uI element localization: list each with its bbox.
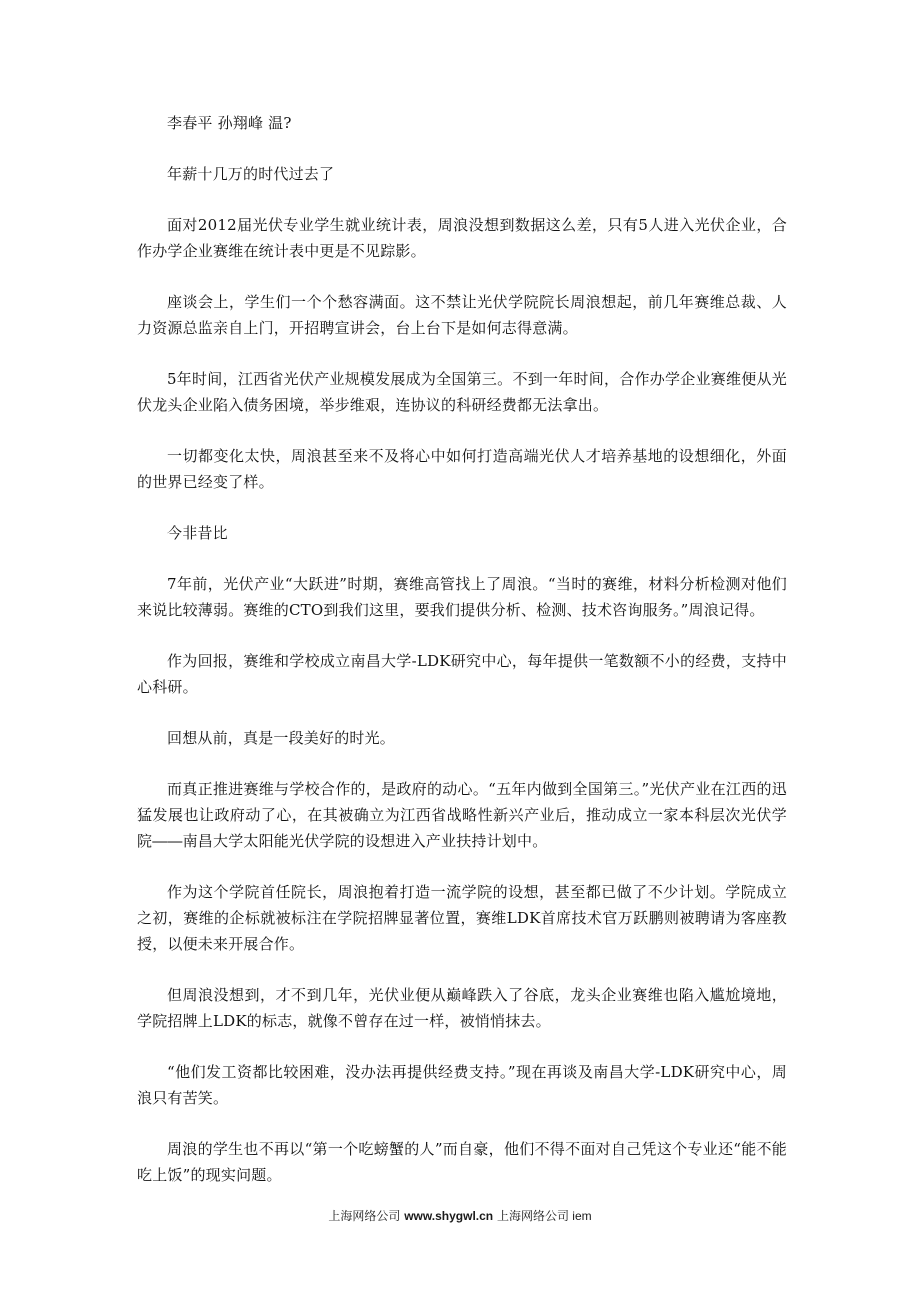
paragraph: 5年时间，江西省光伏产业规模发展成为全国第三。不到一年时间，合作办学企业赛维便从光伏龙头企业陷入债务困境，举步维艰，连协议的科研经费都无法拿出。 bbox=[137, 370, 787, 414]
paragraph: 周浪的学生也不再以“第一个吃螃蟹的人”而自豪，他们不得不面对自己凭这个专业还“能不能吃上饭”的现实问题。 bbox=[137, 1140, 787, 1184]
footer-url-link[interactable]: www.shygwl.cn bbox=[404, 1209, 494, 1223]
section-heading: 年薪十几万的时代过去了 bbox=[167, 165, 335, 183]
article-body bbox=[137, 110, 787, 1213]
paragraph: 作为回报，赛维和学校成立南昌大学-LDK研究中心，每年提供一笔数额不小的经费，支持中心科研。 bbox=[137, 652, 787, 696]
paragraph: 但周浪没想到，才不到几年，光伏业便从巅峰跌入了谷底，龙头企业赛维也陷入尴尬境地，学院招牌上LDK的标志，就像不曾存在过一样，被悄悄抹去。 bbox=[137, 986, 787, 1030]
paragraph: 面对2012届光伏专业学生就业统计表，周浪没想到数据这么差，只有5人进入光伏企业，合作办学企业赛维在统计表中更是不见踪影。 bbox=[137, 216, 787, 260]
paragraph: 回想从前，真是一段美好的时光。 bbox=[167, 729, 396, 747]
footer-suffix: 上海网络公司 iem bbox=[496, 1209, 592, 1223]
paragraph: “他们发工资都比较困难，没办法再提供经费支持。”现在再谈及南昌大学-LDK研究中心，周浪只有苦笑。 bbox=[137, 1063, 787, 1107]
section-heading: 今非昔比 bbox=[167, 524, 228, 542]
footer-prefix: 上海网络公司 bbox=[328, 1209, 401, 1223]
page-footer bbox=[0, 1208, 920, 1224]
paragraph: 而真正推进赛维与学校合作的，是政府的动心。“五年内做到全国第三。”光伏产业在江西的迅猛发展也让政府动了心，在其被确立为江西省战略性新兴产业后，推动成立一家本科层次光伏学院――南昌大学太阳能光伏学院的设想进入产业扶持计划中。 bbox=[137, 780, 787, 850]
byline: 李春平 孙翔峰 温? bbox=[167, 114, 292, 132]
paragraph: 作为这个学院首任院长，周浪抱着打造一流学院的设想，甚至都已做了不少计划。学院成立之初，赛维的企标就被标注在学院招牌显著位置，赛维LDK首席技术官万跃鹏则被聘请为客座教授，以便未来开展合作。 bbox=[137, 883, 787, 953]
paragraph: 座谈会上，学生们一个个愁容满面。这不禁让光伏学院院长周浪想起，前几年赛维总裁、人力资源总监亲自上门，开招聘宣讲会，台上台下是如何志得意满。 bbox=[137, 293, 787, 337]
paragraph: 7年前，光伏产业“大跃进”时期，赛维高管找上了周浪。“当时的赛维，材料分析检测对他们来说比较薄弱。赛维的CTO到我们这里，要我们提供分析、检测、技术咨询服务。”周浪记得。 bbox=[137, 575, 787, 619]
paragraph: 一切都变化太快，周浪甚至来不及将心中如何打造高端光伏人才培养基地的设想细化，外面的世界已经变了样。 bbox=[137, 447, 787, 491]
